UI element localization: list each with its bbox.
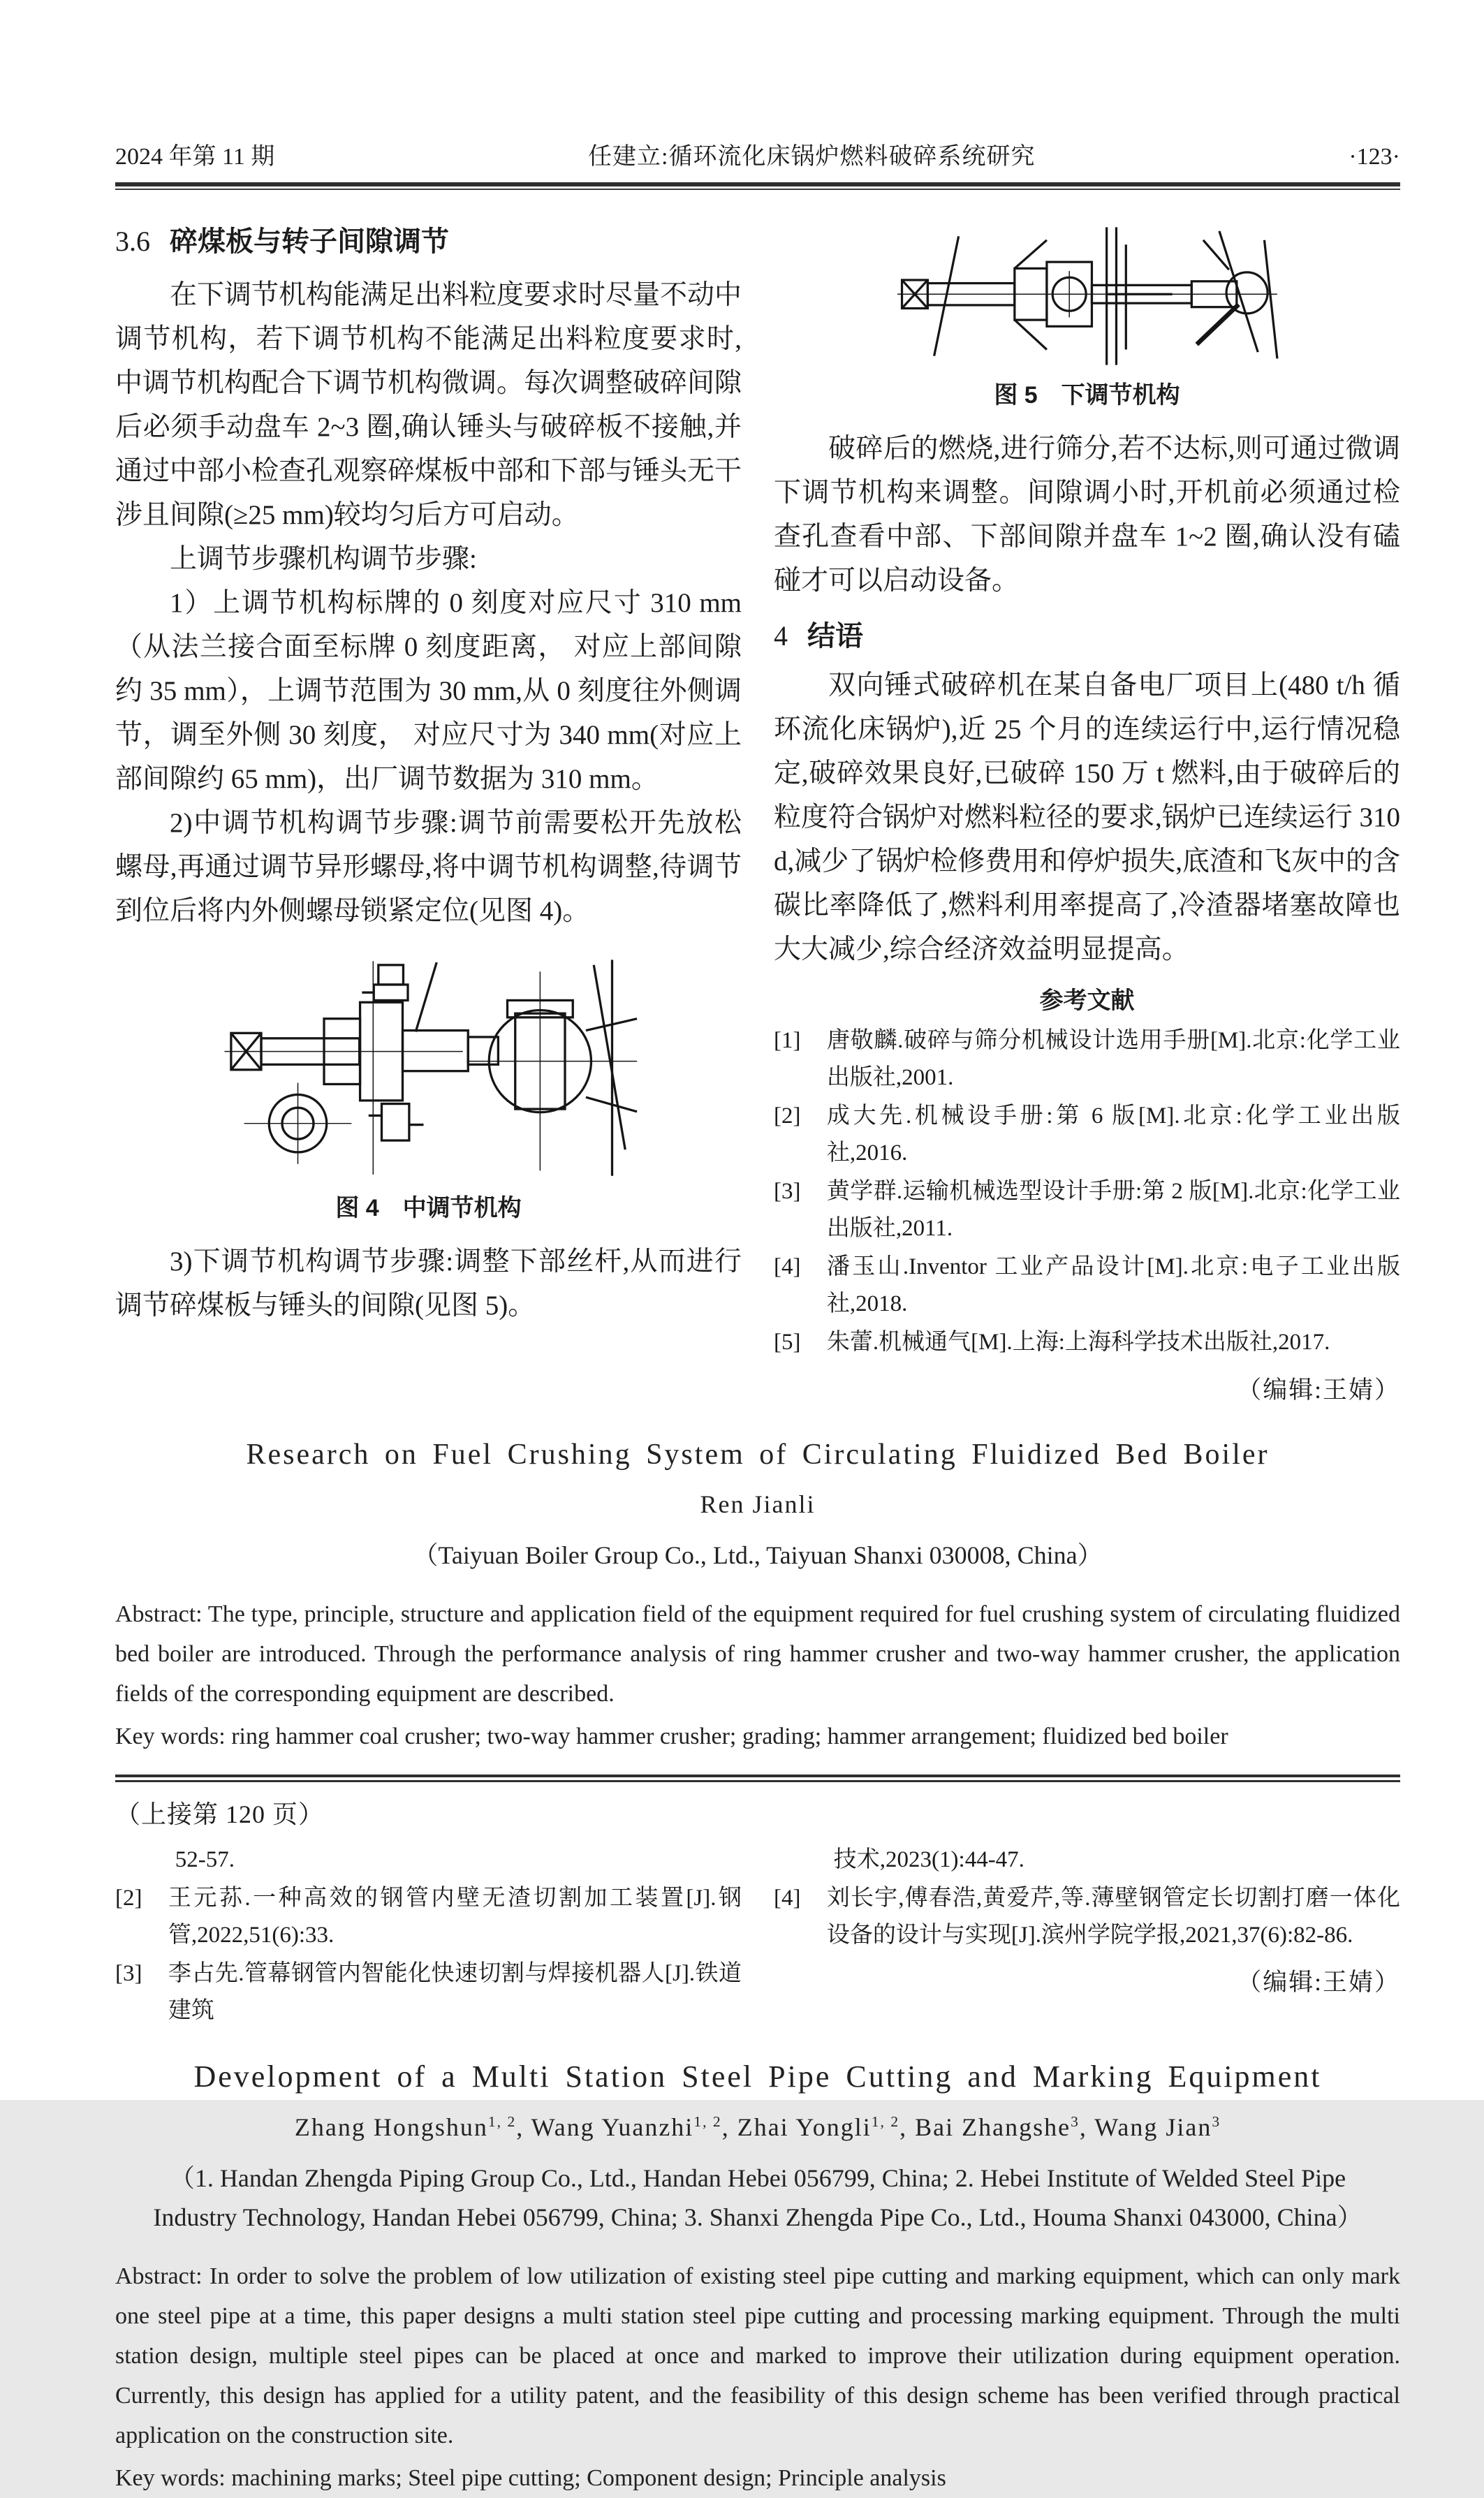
paper2-authors [115, 2113, 1400, 2142]
author-separator: , [721, 2113, 737, 2141]
paper1-abstract [115, 1594, 1400, 1714]
reference-item [774, 1249, 1400, 1323]
header-rule [115, 182, 1400, 190]
paper1-affiliation-en: （Taiyuan Boiler Group Co., Ltd., Taiyuan Shanxi 030008, China） [413, 1541, 1103, 1569]
paragraph: 在下调节机构能满足出料粒度要求时尽量不动中调节机构，若下调节机构不能满足出料粒度要求时,中调节机构配合下调节机构微调。每次调整破碎间隙后必须手动盘车 2~3 圈,确认锤头与破碎板不接触,并通过中部小检查孔观察碎煤板中部和下部与锤头无干涉且间隙(≥25 mm)较均匀后方可启动。 [115, 280, 742, 530]
author-sup: 3 [1071, 2113, 1080, 2130]
figure-4 [115, 953, 742, 1223]
reference-label: [2] [115, 1886, 142, 1911]
editor-note: （编辑:王婧） [1237, 1376, 1400, 1404]
figure5-caption: 图 5 下调节机构 [994, 382, 1180, 409]
author-name: Bai Zhangshe [915, 2113, 1071, 2141]
header-issue: 2024 年第 11 期 [115, 144, 275, 170]
reference-text: 李占先.管幕钢管内智能化快速切割与焊接机器人[J].铁道建筑 [168, 1961, 742, 2023]
reference-item [115, 1880, 742, 1954]
figure-5 [774, 222, 1400, 410]
editor-note: （编辑:王婧） [1237, 1969, 1400, 1996]
reference-item [774, 1324, 1400, 1361]
keywords-label: Key words: [115, 2465, 226, 2491]
continuation-right-column [774, 1842, 1400, 2031]
section-heading-3-6 [115, 219, 742, 259]
paragraph: 双向锤式破碎机在某自备电厂项目上(480 t/h 循环流化床锅炉),近 25 个月的连续运行中,运行情况稳定,破碎效果良好,已破碎 150 万 t 燃料,由于破碎后的粒度符合锅炉对燃料粒径的要求,锅炉已连续运行 310 d,减少了锅炉检修费用和停炉损失,底渣和飞灰中的含碳比率降低了,燃料利用率提高了,冷渣器堵塞故障也大大减少,综合经济效益明显提高。 [774, 670, 1401, 964]
section-title: 结语 [807, 621, 863, 652]
continuation-note: （上接第 120 页） [115, 1800, 325, 1828]
keywords-text: machining marks; Steel pipe cutting; Component design; Principle analysis [225, 2465, 946, 2491]
reference-text: 王元荪.一种高效的钢管内壁无渣切割加工装置[J].钢管,2022,51(6):33. [168, 1886, 742, 1948]
reference-text: 朱蕾.机械通气[M].上海:上海科学技术出版社,2017. [826, 1330, 1330, 1355]
reference-label: [4] [774, 1254, 801, 1279]
paper2-keywords [115, 2458, 1400, 2498]
carryover-text: 52-57. [175, 1847, 235, 1872]
reference-label: [5] [774, 1330, 801, 1355]
abstract-label: Abstract: [115, 2263, 203, 2289]
reference-text: 刘长宇,傅春浩,黄爱芹,等.薄壁钢管定长切割打磨一体化设备的设计与实现[J].滨州学院学报,2021,37(6):82-86. [826, 1886, 1400, 1948]
author-name: Wang Yuanzhi [531, 2113, 694, 2141]
article-body [115, 219, 1400, 1406]
paper1-keywords [115, 1717, 1400, 1756]
continuation-columns [115, 1842, 1400, 2031]
author-name: Zhai Yongli [737, 2113, 872, 2141]
abstract-text: In order to solve the problem of low utilization of existing steel pipe cutting and marking equipment, which can only mark one steel pipe at a time, this paper designs a multi station steel pipe cutting and processing marking equipment. Through the multi station design, multiple steel pipes can be placed at once and marked to improve their utilization during equipment operation. Currently, this design has applied for a utility patent, and the feasibility of this design scheme has been verified through practical application on the construction site. [115, 2263, 1400, 2448]
right-column [774, 219, 1400, 1406]
author-separator: , [1079, 2113, 1095, 2141]
author-sup: 1, 2 [487, 2113, 517, 2130]
reference-item [774, 1098, 1400, 1172]
reference-label: [3] [774, 1179, 801, 1204]
author-name: Wang Jian [1094, 2113, 1212, 2141]
section-title: 碎煤板与转子间隙调节 [170, 226, 449, 257]
section-number: 4 [774, 620, 788, 652]
reference-label: [1] [774, 1028, 801, 1053]
reference-text: 成大先.机械设手册:第 6 版[M].北京:化学工业出版社,2016. [826, 1103, 1400, 1166]
author-sup: 1, 2 [871, 2113, 900, 2130]
paper2-affiliation-en: （1. Handan Zhengda Piping Group Co., Ltd., Handan Hebei 056799, China; 2. Hebei Institute of Welded Steel Pipe Industry Technology, Handan Hebei 056799, China; 3. Shanxi Zhengda Pipe Co., Ltd., Houma Shanxi 043000, China） [153, 2164, 1362, 2231]
paragraph: 1）上调节机构标牌的 0 刻度对应尺寸 310 mm（从法兰接合面至标牌 0 刻度距离， 对应上部间隙约 35 mm），上调节范围为 30 mm,从 0 刻度往外侧调节，调至外侧 30 刻度， 对应尺寸为 340 mm(对应上部间隙约 65 mm)，出厂调节数据为 310 mm。 [115, 588, 742, 794]
paper2-abstract [115, 2256, 1400, 2455]
paper2-title-en: Development of a Multi Station Steel Pipe Cutting and Marking Equipment [193, 2059, 1322, 2094]
header-running-title: 任建立:循环流化床锅炉燃料破碎系统研究 [588, 144, 1036, 170]
paper1-english-block [115, 1438, 1400, 1756]
section-heading-4 [774, 614, 1400, 654]
reference-item [774, 1880, 1400, 1954]
reference-text: 唐敬麟.破碎与筛分机械设计选用手册[M].北京:化学工业出版社,2001. [826, 1028, 1400, 1090]
left-column [115, 219, 742, 1406]
reference-label: [2] [774, 1103, 801, 1129]
keywords-label: Key words: [115, 1724, 226, 1749]
paper1-author-en: Ren Jianli [700, 1490, 816, 1518]
author-sup: 3 [1212, 2113, 1221, 2130]
author-sup: 1, 2 [693, 2113, 722, 2130]
reference-text: 潘玉山.Inventor 工业产品设计[M].北京:电子工业出版社,2018. [826, 1254, 1400, 1316]
reference-item [774, 1173, 1400, 1247]
references-heading: 参考文献 [1039, 987, 1135, 1014]
figure5-drawing [892, 222, 1283, 370]
carryover-text: 技术,2023(1):44-47. [833, 1847, 1024, 1872]
page-header [115, 137, 1400, 171]
figure4-drawing [219, 953, 638, 1183]
paragraph: 破碎后的燃烧,进行筛分,若不达标,则可通过微调下调节机构来调整。间隙调小时,开机前必须通过检查孔查看中部、下部间隙并盘车 1~2 圈,确认没有磕碰才可以启动设备。 [774, 434, 1400, 596]
paper1-title-en: Research on Fuel Crushing System of Circulating Fluidized Bed Boiler [246, 1439, 1270, 1471]
reference-label: [4] [774, 1886, 801, 1911]
reference-label: [3] [115, 1961, 142, 1986]
paragraph: 2)中调节机构调节步骤:调节前需要松开先放松螺母,再通过调节异形螺母,将中调节机构调整,待调节到位后将内外侧螺母锁紧定位(见图 4)。 [115, 808, 742, 926]
abstract-text: The type, principle, structure and application field of the equipment required for fuel crushing system of circulating fluidized bed boiler are introduced. Through the performance analysis of ring hammer crusher and two-way hammer crusher, the application fields of the corresponding equipment are described. [115, 1601, 1400, 1707]
reference-text: 黄学群.运输机械选型设计手册:第 2 版[M].北京:化学工业出版社,2011. [826, 1179, 1400, 1241]
reference-item [774, 1022, 1400, 1096]
abstract-label: Abstract: [115, 1601, 203, 1627]
author-separator: , [899, 2113, 916, 2141]
author-name: Zhang Hongshun [294, 2113, 488, 2141]
author-separator: , [516, 2113, 531, 2141]
continuation-block [115, 1795, 1400, 2031]
paper2-english-block [115, 2059, 1400, 2498]
keywords-text: ring hammer coal crusher; two-way hammer crusher; grading; hammer arrangement; fluidized bed boiler [225, 1724, 1228, 1749]
continuation-left-column [115, 1842, 742, 2031]
figure4-caption: 图 4 中调节机构 [335, 1195, 522, 1221]
section-divider-rule [115, 1775, 1400, 1782]
paragraph: 上调节步骤机构调节步骤: [170, 544, 477, 574]
paragraph: 3)下调节机构调节步骤:调整下部丝杆,从而进行调节碎煤板与锤头的间隙(见图 5)。 [115, 1247, 742, 1321]
header-page-number: ·123· [1349, 144, 1400, 170]
reference-item [115, 1955, 742, 2029]
section-number: 3.6 [115, 226, 150, 257]
